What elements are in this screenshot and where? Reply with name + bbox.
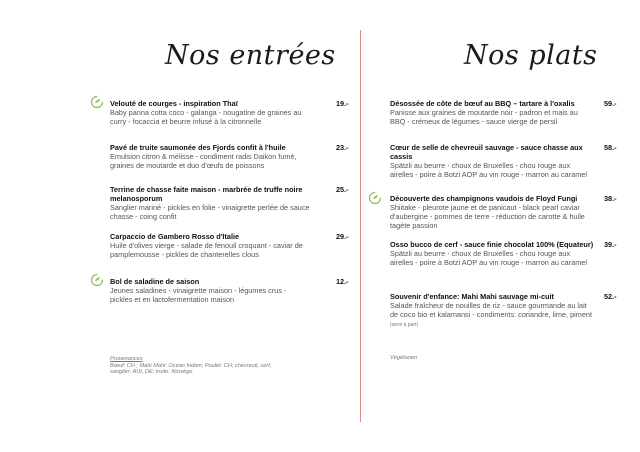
main-item — [390, 240, 595, 267]
starters-title: Nos entrées — [165, 40, 336, 71]
dish-name: Bol de saladine de saison — [110, 277, 200, 286]
dish-name: Terrine de chasse faite maison - marbrée de truffe noire melanosporum — [110, 185, 303, 204]
mains-section — [362, 0, 640, 452]
dish-name: Pavé de truite saumonée des Fjords confit à l'huile — [110, 143, 286, 152]
side-note: (servi à part) — [390, 322, 419, 329]
dish-price: 23.- — [336, 143, 349, 152]
vegetarian-legend: Végétarien — [390, 355, 418, 361]
main-item — [390, 194, 595, 230]
dish-description: Jeunes saladines - vinaigrette maison - légumes crus - pickles et en lactofermentation maison — [110, 286, 287, 305]
dish-description: Baby panna cotta coco - galanga - nougatine de graines au curry - focaccia et beurre infusé à la citronnelle — [110, 108, 302, 127]
starter-item — [110, 277, 310, 304]
vegetarian-leaf-icon — [368, 191, 382, 205]
provenance-text: Bœuf: CH ; Mahi Mahi: Océan Indien; Poulet: CH; chevreuil, cerf, sanglier: AUt, DE; truite: Norvège — [110, 362, 272, 376]
dish-description: Spätzli au beurre - choux de Bruxelles - chou rouge aux airelles - poire à Botzi AOP au vin rouge - marron au caramel — [390, 161, 587, 180]
provenance-note — [110, 356, 280, 376]
dish-description: Salade fraîcheur de nouilles de riz - sauce gourmande au lait de coco bio et kalamansi - condiments: coriandre, lime, piment (servi à part) — [390, 301, 592, 329]
dish-price: 58.- — [604, 143, 617, 152]
page-divider — [360, 30, 361, 422]
provenance-title: Provenances — [110, 356, 143, 362]
dish-price: 52.- — [604, 292, 617, 301]
dish-name: Cœur de selle de chevreuil sauvage - sauce chasse aux cassis — [390, 143, 583, 162]
starter-item — [110, 232, 310, 259]
dish-name: Velouté de courges - inspiration Thaï — [110, 99, 238, 108]
dish-name: Souvenir d'enfance: Mahi Mahi sauvage mi-cuit — [390, 292, 554, 301]
dish-name: Découverte des champignons vaudois de Floyd Fungi — [390, 194, 578, 203]
dish-name: Désossée de côte de bœuf au BBQ – tartare à l'oxalis — [390, 99, 575, 108]
dish-description: Shiitake - pleurote jaune et de panicaut - black pearl caviar d'aubergine - pommes de terre - réduction de carotte & huile tagète passion — [390, 203, 585, 231]
dish-description: Sanglier mariné - pickles en folie - vinaigrette perlée de sauce chasse - coing confit — [110, 203, 310, 222]
dish-price: 12.- — [336, 277, 349, 286]
dish-price: 29.- — [336, 232, 349, 241]
mains-title: Nos plats — [464, 40, 598, 71]
dish-price: 19.- — [336, 99, 349, 108]
main-item — [390, 99, 595, 126]
dish-price: 25.- — [336, 185, 349, 194]
dish-price: 59.- — [604, 99, 617, 108]
main-item — [390, 143, 595, 179]
vegetarian-leaf-icon — [90, 95, 104, 109]
dish-price: 38.- — [604, 194, 617, 203]
starter-item — [110, 99, 310, 126]
dish-name: Osso bucco de cerf - sauce finie chocolat 100% (Equateur) — [390, 240, 594, 249]
dish-name: Carpaccio de Gambero Rosso d'Italie — [110, 232, 240, 241]
starter-item — [110, 185, 310, 221]
dish-description: Spätzli au beurre - choux de Bruxelles - chou rouge aux airelles - poire à Botzi AOP au vin rouge - marron au caramel — [390, 249, 587, 268]
main-item — [390, 292, 595, 330]
dish-description: Emulsion citron & mélisse - condiment radis Daikon fumé, graines de moutarde et duo d'œufs de poissons — [110, 152, 297, 171]
dish-description: Panisse aux graines de moutarde noir - padron et mais au BBQ - crémeux de légumes - sauce vierge de persil — [390, 108, 578, 127]
dish-description: Huile d'olives vierge - salade de fenouil croquant - caviar de pamplemousse - pickles de chanterelles clous — [110, 241, 303, 260]
vegetarian-leaf-icon — [90, 273, 104, 287]
starter-item — [110, 143, 310, 170]
dish-price: 39.- — [604, 240, 617, 249]
